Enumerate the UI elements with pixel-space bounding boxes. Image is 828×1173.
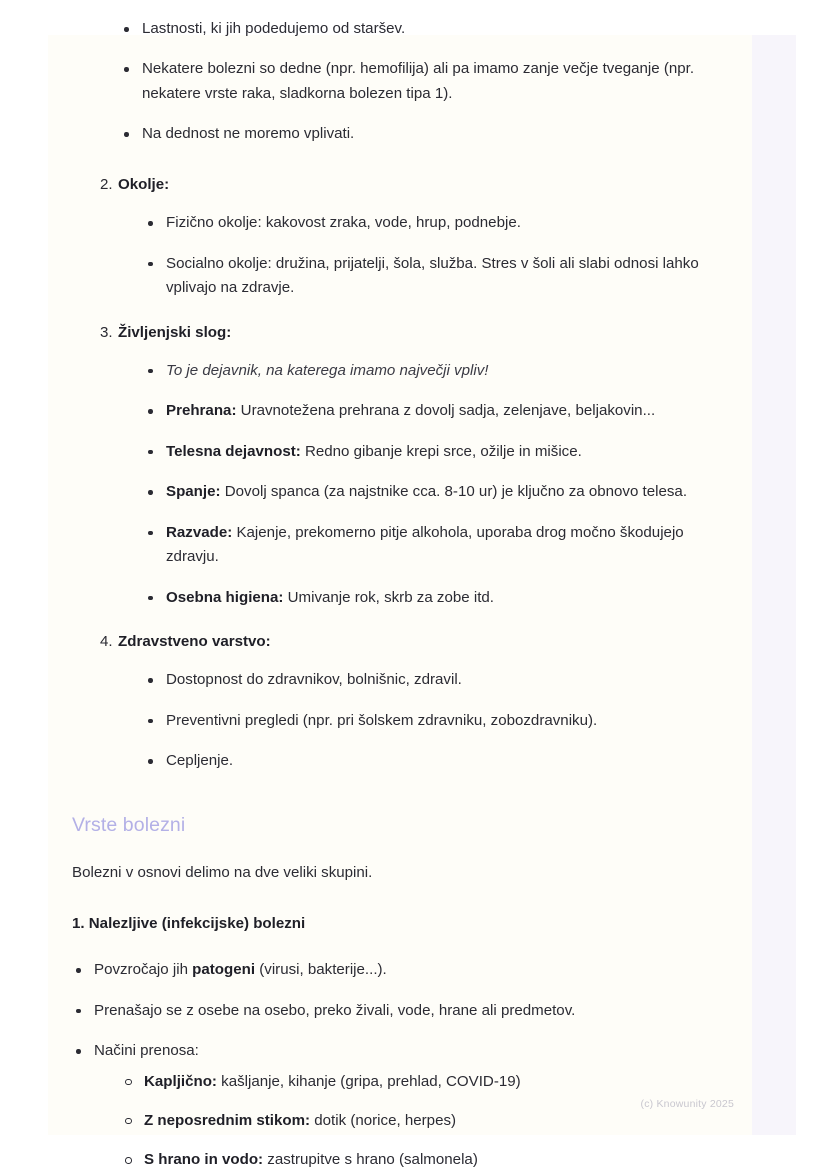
bullet-text: Preventivni pregledi (npr. pri šolskem zdravniku, zobozdravniku).: [166, 711, 598, 729]
transmission-sublist: [94, 1070, 712, 1173]
list-item: [120, 17, 712, 41]
bullet-text-bold: patogeni: [192, 961, 256, 979]
factor-bullets: [118, 211, 712, 300]
bullet-text-pre: Prenašajo se z osebe na osebo, preko živali, vode, hrane ali predmetov.: [94, 1001, 576, 1019]
list-number: 2.: [100, 175, 113, 193]
list-item: [144, 211, 712, 235]
sub-bullet-text: zastrupitve s hrano (salmonela): [263, 1151, 478, 1169]
list-item: [122, 1070, 712, 1094]
factor-bullets: [118, 359, 712, 610]
factor-title: Okolje:: [118, 175, 170, 193]
bullet-text: Na dednost ne moremo vplivati.: [142, 125, 355, 143]
watermark-copyright: (c) Knowunity 2025: [640, 1098, 734, 1110]
spacer: [72, 936, 712, 958]
list-item: [120, 57, 712, 106]
list-item: [72, 999, 712, 1023]
bullet-text-post: (virusi, bakterije...).: [255, 961, 387, 979]
infectious-disease-bullet-list: [72, 958, 712, 1173]
bullet-text: Lastnosti, ki jih podedujemo od staršev.: [142, 20, 406, 37]
list-item: [144, 359, 712, 383]
list-item: [72, 1039, 712, 1173]
bullet-text: Dovolj spanca (za najstnike cca. 8-10 ur) je ključno za obnovo telesa.: [220, 483, 688, 501]
bullet-text-pre: Načini prenosa:: [94, 1042, 199, 1060]
bullet-text: Socialno okolje: družina, prijatelji, šola, služba. Stres v šoli ali slabi odnosi lahko vplivajo na zdravje.: [166, 254, 699, 297]
bullet-lead: Osebna higiena:: [166, 588, 284, 606]
factor-bullets: [118, 668, 712, 773]
section-heading-vrste-bolezni: Vrste bolezni: [72, 813, 186, 836]
document-content: [72, 17, 712, 1173]
spacer: [72, 841, 712, 861]
list-item: [144, 440, 712, 464]
list-number: 4.: [100, 633, 113, 650]
list-item: [144, 709, 712, 733]
list-item: [122, 1109, 712, 1133]
factor-title: Zdravstveno varstvo:: [118, 633, 271, 650]
factor-title: Življenjski slog:: [118, 323, 232, 341]
sub-bullet-lead: Z neposrednim stikom:: [144, 1111, 311, 1129]
list-item: [122, 1148, 712, 1172]
bullet-text: Fizično okolje: kakovost zraka, vode, hrup, podnebje.: [166, 214, 521, 232]
sub-bullet-lead: Kapljično:: [144, 1072, 217, 1090]
bullet-text-pre: Povzročajo jih: [94, 961, 193, 979]
health-factors-list: [72, 173, 712, 774]
bullet-lead: Razvade:: [166, 523, 233, 541]
list-item: [144, 586, 712, 610]
document-page: [48, 20, 752, 1169]
subsection-heading-nalezljive: 1. Nalezljive (infekcijske) bolezni: [72, 914, 306, 932]
bullet-lead: Prehrana:: [166, 402, 237, 420]
list-item: [120, 122, 712, 146]
list-item: [144, 252, 712, 301]
bullet-lead: Spanje:: [166, 483, 221, 501]
heredity-bullet-list: [72, 17, 712, 147]
bullet-text: Kajenje, prekomerno pitje alkohola, uporaba drog močno škodujejo zdravju.: [166, 523, 684, 566]
bullet-text: Redno gibanje krepi srce, ožilje in mišice.: [300, 442, 582, 460]
emphasis-note: To je dejavnik, na katerega imamo največji vpliv!: [166, 361, 489, 379]
factor-item-okolje: [72, 173, 712, 301]
bullet-text: Dostopnost do zdravnikov, bolnišnic, zdravil.: [166, 671, 462, 689]
spacer: [72, 886, 712, 912]
bullet-lead: Telesna dejavnost:: [166, 442, 301, 460]
sub-bullet-lead: S hrano in vodo:: [144, 1151, 264, 1169]
list-item: [144, 480, 712, 504]
spacer: [72, 774, 712, 810]
bullet-text: Uravnotežena prehrana z dovolj sadja, zelenjave, beljakovin...: [236, 402, 656, 420]
sub-bullet-text: kašljanje, kihanje (gripa, prehlad, COVID-19): [216, 1072, 521, 1090]
list-item: [144, 399, 712, 423]
list-number: 3.: [100, 323, 113, 341]
spacer: [72, 147, 712, 173]
factor-item-zivljenjski-slog: [72, 321, 712, 611]
list-item: [144, 749, 712, 773]
bullet-text: Umivanje rok, skrb za zobe itd.: [283, 588, 494, 606]
list-item: [144, 521, 712, 570]
sub-bullet-text: dotik (norice, herpes): [310, 1111, 457, 1129]
list-item: [144, 668, 712, 692]
bullet-text: Cepljenje.: [166, 752, 234, 770]
bullet-text: Nekatere bolezni so dedne (npr. hemofilija) ali pa imamo zanje večje tveganje (npr. nekatere vrste raka, sladkorna bolezen tipa 1).: [142, 60, 695, 102]
factor-item-zdravstveno-varstvo: [72, 630, 712, 774]
list-item: [72, 958, 712, 982]
section-intro-paragraph: Bolezni v osnovi delimo na dve veliki skupini.: [72, 864, 373, 882]
